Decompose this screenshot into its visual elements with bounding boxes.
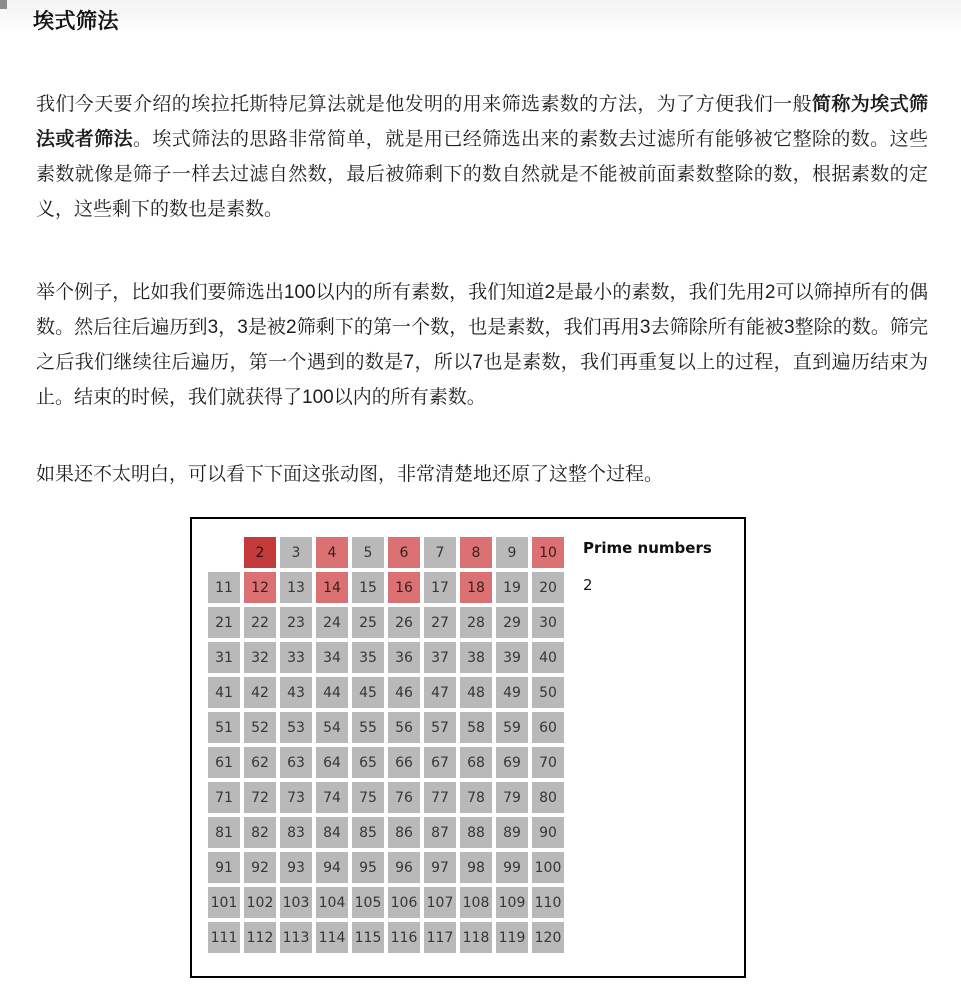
grid-cell-84: 84: [316, 817, 348, 848]
grid-cell-23: 23: [280, 607, 312, 638]
grid-cell-98: 98: [460, 852, 492, 883]
grid-cell-12: 12: [244, 572, 276, 603]
grid-cell-93: 93: [280, 852, 312, 883]
number-grid: [208, 537, 564, 953]
paragraph-example: 举个例子，比如我们要筛选出100以内的所有素数，我们知道2是最小的素数，我们先用2可以筛掉所有的偶数。然后往后遍历到3，3是被2筛剩下的第一个数，也是素数，我们再用3去筛除所有能被3整除的数。筛完之后我们继续往后遍历，第一个遇到的数是7，所以7也是素数，我们再重复以上的过程，直到遍历结束为止。结束的时候，我们就获得了100以内的所有素数。: [36, 282, 928, 408]
prime-legend-title: Prime numbers: [583, 539, 712, 557]
grid-cell-117: 117: [424, 922, 456, 953]
grid-cell-7: 7: [424, 537, 456, 568]
grid-cell-10: 10: [532, 537, 564, 568]
grid-cell-103: 103: [280, 887, 312, 918]
grid-cell-96: 96: [388, 852, 420, 883]
grid-cell-49: 49: [496, 677, 528, 708]
grid-cell-69: 69: [496, 747, 528, 778]
grid-cell-48: 48: [460, 677, 492, 708]
grid-cell-24: 24: [316, 607, 348, 638]
grid-cell-116: 116: [388, 922, 420, 953]
grid-cell-72: 72: [244, 782, 276, 813]
prime-legend: [583, 539, 733, 594]
grid-cell-67: 67: [424, 747, 456, 778]
grid-cell-107: 107: [424, 887, 456, 918]
grid-cell-71: 71: [208, 782, 240, 813]
grid-cell-83: 83: [280, 817, 312, 848]
grid-cell-51: 51: [208, 712, 240, 743]
grid-cell-114: 114: [316, 922, 348, 953]
grid-cell-79: 79: [496, 782, 528, 813]
grid-cell-20: 20: [532, 572, 564, 603]
grid-cell-29: 29: [496, 607, 528, 638]
grid-cell-42: 42: [244, 677, 276, 708]
paragraph-figure-hint: 如果还不太明白，可以看下下面这张动图，非常清楚地还原了这整个过程。: [36, 464, 664, 485]
paragraph-intro: [36, 87, 928, 227]
page-top-gradient: [0, 0, 961, 34]
grid-cell-5: 5: [352, 537, 384, 568]
grid-cell-76: 76: [388, 782, 420, 813]
grid-cell-57: 57: [424, 712, 456, 743]
grid-cell-59: 59: [496, 712, 528, 743]
grid-cell-22: 22: [244, 607, 276, 638]
grid-cell-18: 18: [460, 572, 492, 603]
grid-cell-66: 66: [388, 747, 420, 778]
grid-cell-47: 47: [424, 677, 456, 708]
grid-cell-13: 13: [280, 572, 312, 603]
grid-cell-112: 112: [244, 922, 276, 953]
page-title: 埃式筛法: [33, 10, 119, 33]
grid-cell-31: 31: [208, 642, 240, 673]
grid-cell-63: 63: [280, 747, 312, 778]
grid-cell-81: 81: [208, 817, 240, 848]
grid-cell-17: 17: [424, 572, 456, 603]
grid-cell-99: 99: [496, 852, 528, 883]
grid-cell-35: 35: [352, 642, 384, 673]
grid-cell-6: 6: [388, 537, 420, 568]
grid-cell-43: 43: [280, 677, 312, 708]
grid-cell-87: 87: [424, 817, 456, 848]
grid-cell-30: 30: [532, 607, 564, 638]
grid-cell-9: 9: [496, 537, 528, 568]
grid-cell-115: 115: [352, 922, 384, 953]
grid-cell-80: 80: [532, 782, 564, 813]
grid-cell-26: 26: [388, 607, 420, 638]
grid-cell-14: 14: [316, 572, 348, 603]
paragraph-intro-text-2: 。埃式筛法的思路非常简单，就是用已经筛选出来的素数去过滤所有能够被它整除的数。这些素数就像是筛子一样去过滤自然数，最后被筛剩下的数自然就是不能被前面素数整除的数，根据素数的定义，这些剩下的数也是素数。: [36, 129, 928, 220]
grid-cell-92: 92: [244, 852, 276, 883]
paragraph-intro-text-1: 我们今天要介绍的埃拉托斯特尼算法就是他发明的用来筛选素数的方法，为了方便我们一般: [36, 94, 812, 115]
grid-cell-85: 85: [352, 817, 384, 848]
grid-cell-28: 28: [460, 607, 492, 638]
grid-cell-100: 100: [532, 852, 564, 883]
grid-cell-110: 110: [532, 887, 564, 918]
grid-cell-104: 104: [316, 887, 348, 918]
grid-cell-4: 4: [316, 537, 348, 568]
grid-cell-3: 3: [280, 537, 312, 568]
grid-cell-65: 65: [352, 747, 384, 778]
grid-cell-21: 21: [208, 607, 240, 638]
grid-cell-32: 32: [244, 642, 276, 673]
grid-cell-75: 75: [352, 782, 384, 813]
grid-cell-37: 37: [424, 642, 456, 673]
grid-cell-46: 46: [388, 677, 420, 708]
grid-cell-61: 61: [208, 747, 240, 778]
grid-cell-97: 97: [424, 852, 456, 883]
prime-legend-values: 2: [583, 576, 593, 594]
grid-cell-111: 111: [208, 922, 240, 953]
grid-cell-60: 60: [532, 712, 564, 743]
grid-cell-25: 25: [352, 607, 384, 638]
grid-cell-62: 62: [244, 747, 276, 778]
grid-cell-70: 70: [532, 747, 564, 778]
grid-cell-89: 89: [496, 817, 528, 848]
grid-cell-106: 106: [388, 887, 420, 918]
grid-cell-45: 45: [352, 677, 384, 708]
grid-cell-19: 19: [496, 572, 528, 603]
grid-cell-16: 16: [388, 572, 420, 603]
grid-cell-8: 8: [460, 537, 492, 568]
grid-cell-120: 120: [532, 922, 564, 953]
grid-cell-27: 27: [424, 607, 456, 638]
grid-cell-53: 53: [280, 712, 312, 743]
grid-cell-105: 105: [352, 887, 384, 918]
grid-cell-88: 88: [460, 817, 492, 848]
grid-cell-78: 78: [460, 782, 492, 813]
grid-cell-56: 56: [388, 712, 420, 743]
grid-cell-50: 50: [532, 677, 564, 708]
sieve-animation-figure: [190, 517, 746, 978]
grid-cell-41: 41: [208, 677, 240, 708]
grid-cell-91: 91: [208, 852, 240, 883]
grid-cell-86: 86: [388, 817, 420, 848]
grid-cell-44: 44: [316, 677, 348, 708]
grid-cell-empty: [208, 537, 240, 568]
grid-cell-101: 101: [208, 887, 240, 918]
grid-cell-54: 54: [316, 712, 348, 743]
grid-cell-36: 36: [388, 642, 420, 673]
grid-cell-82: 82: [244, 817, 276, 848]
grid-cell-64: 64: [316, 747, 348, 778]
grid-cell-94: 94: [316, 852, 348, 883]
grid-cell-52: 52: [244, 712, 276, 743]
grid-cell-58: 58: [460, 712, 492, 743]
grid-cell-40: 40: [532, 642, 564, 673]
grid-cell-34: 34: [316, 642, 348, 673]
grid-cell-2: 2: [244, 537, 276, 568]
grid-cell-77: 77: [424, 782, 456, 813]
grid-cell-11: 11: [208, 572, 240, 603]
grid-cell-109: 109: [496, 887, 528, 918]
grid-cell-95: 95: [352, 852, 384, 883]
grid-cell-74: 74: [316, 782, 348, 813]
grid-cell-108: 108: [460, 887, 492, 918]
grid-cell-33: 33: [280, 642, 312, 673]
top-left-corner-mark: [0, 0, 7, 9]
grid-cell-68: 68: [460, 747, 492, 778]
paragraph-intro-bold: 简称为埃式筛法或者筛法: [36, 94, 928, 150]
grid-cell-73: 73: [280, 782, 312, 813]
grid-cell-39: 39: [496, 642, 528, 673]
grid-cell-38: 38: [460, 642, 492, 673]
grid-cell-118: 118: [460, 922, 492, 953]
grid-cell-90: 90: [532, 817, 564, 848]
grid-cell-55: 55: [352, 712, 384, 743]
grid-cell-119: 119: [496, 922, 528, 953]
grid-cell-113: 113: [280, 922, 312, 953]
grid-cell-102: 102: [244, 887, 276, 918]
grid-cell-15: 15: [352, 572, 384, 603]
